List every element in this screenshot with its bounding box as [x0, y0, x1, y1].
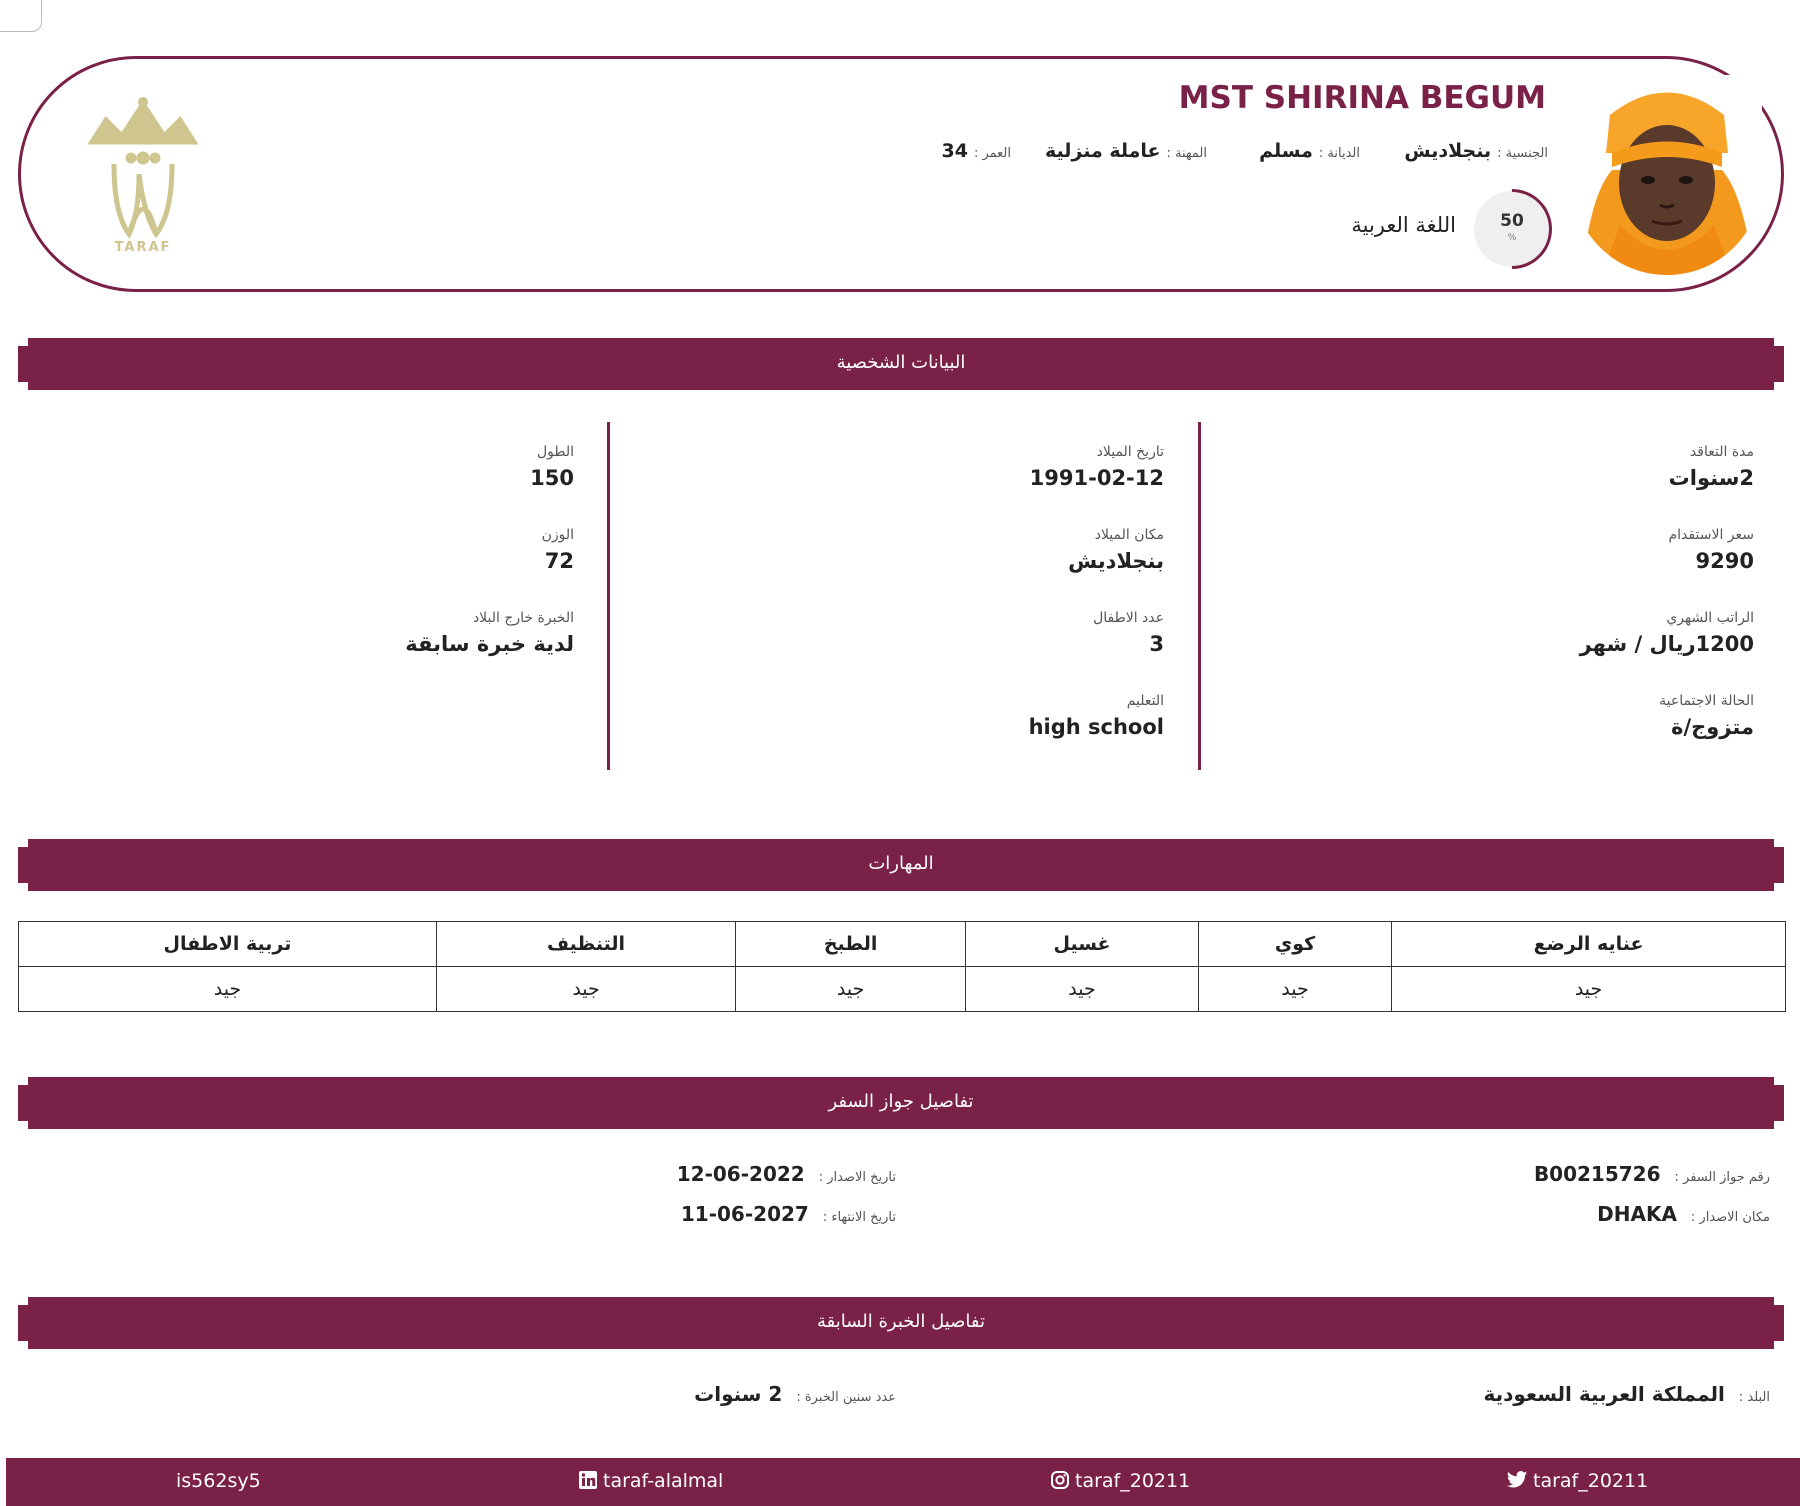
section-bar-experience [18, 1297, 1784, 1349]
skills-header-row [19, 922, 1786, 967]
section-bar-skills [18, 839, 1784, 891]
section-title-skills: المهارات [868, 853, 934, 874]
skill-header: غسيل [966, 922, 1199, 967]
skill-header: عنايه الرضع [1392, 922, 1786, 967]
monthly-salary-item: الراتب الشهري 1200ريال / شهر [1579, 610, 1754, 656]
skill-header: تربية الاطفال [19, 922, 437, 967]
expiry-date-field: تاريخ الانتهاء :2027-06-11 [680, 1202, 896, 1226]
footer [6, 1458, 1800, 1506]
birth-date-item: تاريخ الميلاد 1991-02-12 [1029, 444, 1164, 490]
section-bar-personal [18, 338, 1784, 390]
passport-number-field: رقم جواز السفر :B00215726 [1533, 1162, 1770, 1186]
language-progress-ring [1474, 191, 1550, 267]
contract-duration-item: مدة التعاقد 2سنوات [1668, 444, 1754, 490]
skill-header: الطبخ [736, 922, 966, 967]
experience-country-field: البلد :المملكة العربية السعودية [1483, 1382, 1770, 1406]
nationality-field: الجنسية :بنجلاديش [1404, 140, 1548, 162]
skill-value: جيد [1198, 967, 1391, 1012]
section-title-experience: تفاصيل الخبرة السابقة [816, 1311, 986, 1332]
personal-column-right [1254, 444, 1754, 774]
height-item: الطول 150 [530, 444, 574, 490]
profession-field: المهنة :عاملة منزلية [1044, 140, 1207, 162]
section-bar-passport [18, 1077, 1784, 1129]
skill-value: جيد [966, 967, 1199, 1012]
skills-table [18, 921, 1786, 1012]
recruitment-price-item: سعر الاستقدام 9290 [1668, 527, 1754, 573]
footer-twitter[interactable] [1506, 1470, 1648, 1492]
children-count-item: عدد الاطفال 3 [1093, 610, 1164, 656]
footer-instagram[interactable] [1050, 1470, 1190, 1492]
skills-value-row [19, 967, 1786, 1012]
linkedin-handle: taraf-alalmal [603, 1470, 724, 1492]
worker-name: MST SHIRINA BEGUM [1178, 80, 1546, 116]
taraf-logo [84, 94, 202, 256]
personal-column-left [74, 444, 574, 774]
skill-value: جيد [19, 967, 437, 1012]
linkedin-icon [578, 1470, 603, 1492]
language-label: اللغة العربية [1351, 213, 1456, 237]
section-title-passport: تفاصيل جواز السفر [828, 1091, 974, 1112]
weight-item: الوزن 72 [541, 527, 574, 573]
corner-remnant [0, 0, 42, 32]
footer-linkedin[interactable] [578, 1470, 723, 1492]
religion-field: الديانة :مسلم [1259, 140, 1360, 162]
skill-value: جيد [736, 967, 966, 1012]
profile-photo [1572, 75, 1762, 275]
column-divider [607, 422, 610, 770]
column-divider [1198, 422, 1201, 770]
language-percent: 50 [1500, 211, 1524, 231]
skill-header: كوي [1198, 922, 1391, 967]
personal-column-middle [664, 444, 1164, 774]
section-title-personal: البيانات الشخصية [836, 352, 966, 373]
language-percent-sign: % [1507, 233, 1517, 243]
age-field: العمر :34 [941, 140, 1011, 162]
experience-abroad-item: الخبرة خارج البلاد لدية خبرة سابقة [405, 610, 574, 656]
skill-value: جيد [1392, 967, 1786, 1012]
experience-years-field: عدد سنين الخبرة :2 سنوات [694, 1382, 896, 1406]
skill-header: التنظيف [436, 922, 735, 967]
skill-value: جيد [436, 967, 735, 1012]
birth-place-item: مكان الميلاد بنجلاديش [1068, 527, 1164, 573]
issue-place-field: مكان الاصدار :DHAKA [1597, 1202, 1770, 1226]
instagram-icon [1050, 1470, 1075, 1492]
marital-status-item: الحالة الاجتماعية متزوج/ة [1659, 693, 1754, 739]
twitter-icon [1506, 1470, 1533, 1492]
twitter-handle: taraf_20211 [1533, 1470, 1649, 1492]
instagram-handle: taraf_20211 [1075, 1470, 1191, 1492]
education-item: التعليم high school [1028, 693, 1164, 739]
issue-date-field: تاريخ الاصدار :2022-06-12 [676, 1162, 896, 1186]
footer-code: is562sy5 [176, 1470, 261, 1492]
logo-text: TARAF [114, 240, 172, 255]
